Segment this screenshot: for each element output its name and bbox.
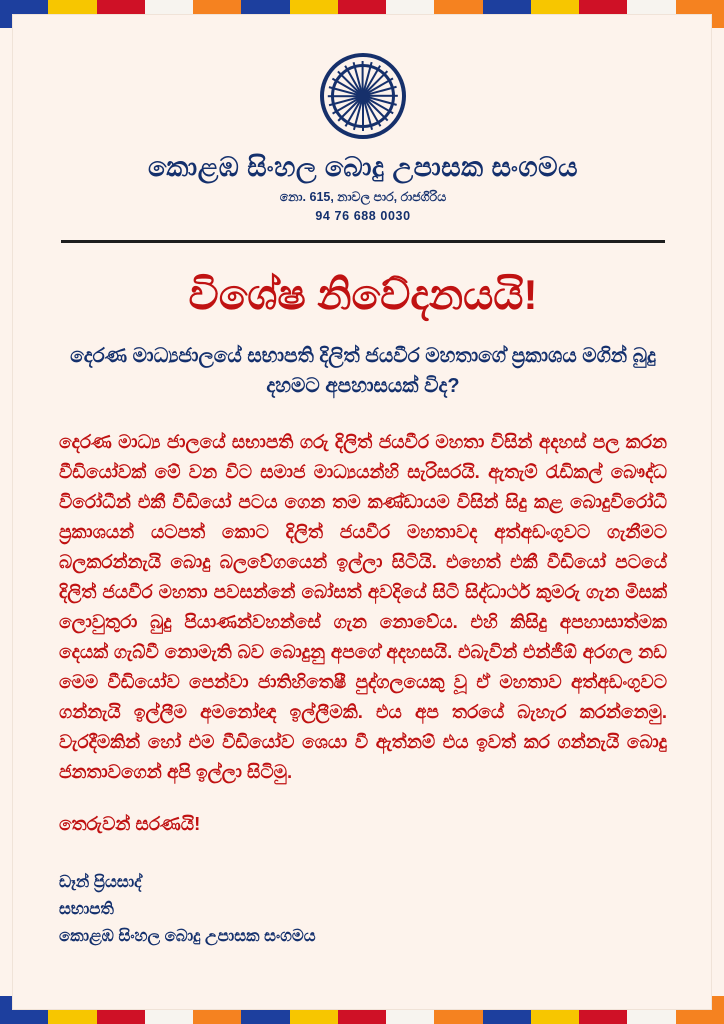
header-divider (61, 240, 665, 243)
paper-sheet (12, 14, 712, 1010)
organization-name: කොළඹ සිංහල බොදු උපාසක සංගමය (148, 152, 578, 182)
signer-title: සභාපති (59, 900, 114, 919)
dharma-wheel-icon (320, 53, 406, 139)
poster-content (13, 15, 713, 1011)
signer-name: ඩෑන් ප්‍රියසාද් (59, 872, 142, 891)
logo-container (59, 53, 667, 139)
signature-block (59, 869, 667, 951)
page-title: විශේෂ නිවේදනයයි! (188, 270, 538, 318)
wheel-hub (357, 90, 370, 103)
body-paragraph: දෙරණ මාධ්‍ය ජාලයේ සභාපති ගරු දිලිත් ජයවීර මහතා විසින් අදහස් පල කරන වීඩියෝවක් මේ වන විට සමාජ මාධ්‍යයන්හි සැරිසරයි. ඇතැම් රැඩිකල් බෞද්ධ විරෝධීන් එකී වීඩියෝ පටය ගෙන තම කණ්ඩායම විසින් සිදු කළ බොදුවිරෝධී ප්‍රකාශයන් යටපත් කොට දිලිත් ජයවීර මහතාවද අත්අඩංගුවට ගැනීමට බලකරන්නැයි බොදු බලවේගයෙන් ඉල්ලා සිටියි. එහෙත් එකී වීඩියෝ පටයේ දිලිත් ජයවීර මහතා පවසන්නේ බෝසත් අවදියේ සිටි සිද්ධාර්ථ කුමරු ගැන මිසක් ලොවුතුරා බුදු පියාණන්වහන්සේ ගැන නොවේය. එහි කිසිදු අපහාසාත්මක දෙයක් ගැබ්වී නොමැති බව බොදුනු අපගේ අදහසයි. එබැවින් එන්ජීඕ අරගල නඩ මෙම වීඩියෝව පෙන්වා ජාතිහිතෙෂී පුද්ගලයෙකු වූ ඒ මහතාව අත්අඩංගුවට ගන්නැයි ඉල්ලීම අමනෝඥ ඉල්ලීමකි. එය අප තරයේ බැහැර කරන්නෙමු. වැරදීමකින් හෝ එම වීඩියෝව ශෙයා වී ඇත්නම් එය ඉවත් කර ගන්නැයි බොදු ජනතාවගෙන් අපි ඉල්ලා සිටිමු. (59, 431, 667, 782)
organization-address: නො. 615, නාවල පාර, රාජගිරිය (279, 190, 447, 205)
subheading: දෙරණ මාධ්‍යජාලයේ සභාපති දිලිත් ජයවීර මහතාගේ ප්‍රකාශය මගින් බුදු දහමට අපහාසයක් විද? (70, 345, 656, 398)
organization-phone: 94 76 688 0030 (315, 208, 411, 223)
closing-line: තෙරුවන් සරණයි! (59, 812, 201, 834)
signer-organization: කොළඹ සිංහල බොදු උපාසක සංගමය (59, 927, 316, 946)
